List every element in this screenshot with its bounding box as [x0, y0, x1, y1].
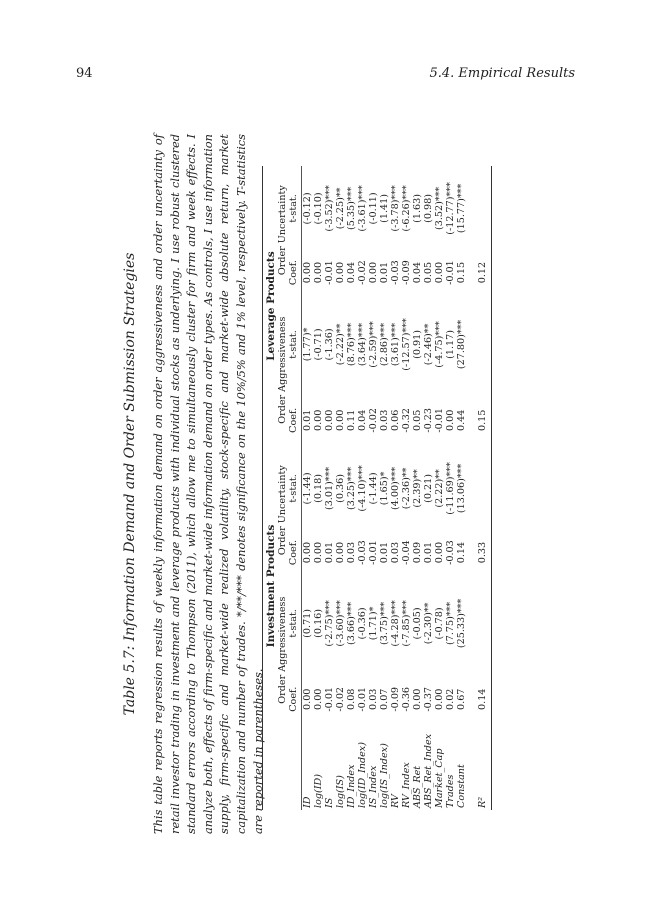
table-row [357, 166, 368, 810]
stat-label: Coef. [288, 686, 299, 712]
table-cell: 0.04 [357, 409, 368, 431]
table-cell: -0.03 [357, 540, 368, 565]
table-cell: (0.98) [423, 193, 434, 223]
table-row [313, 166, 324, 810]
table-cell: 0.05 [423, 261, 434, 284]
table-cell: (-0.71) [313, 328, 324, 361]
table-cell: 0.11 [346, 409, 357, 431]
row-label: IS_Index [368, 765, 379, 808]
table-cell: (-11.69)*** [445, 462, 456, 515]
table-cell: (-2.75)*** [324, 600, 335, 647]
table-cell: 0.00 [335, 541, 346, 564]
table-cell: 0.05 [412, 409, 423, 431]
table-cell: (-2.22)** [335, 323, 346, 366]
table-cell: -0.02 [335, 686, 346, 712]
table-row [368, 166, 379, 810]
table-cell: (-3.52)*** [324, 185, 335, 232]
table-cell: (2.86)*** [379, 322, 390, 367]
subgroup-header: Order Aggressiveness [277, 596, 288, 704]
table-row [456, 166, 467, 810]
table-cell: (-1.44) [302, 472, 313, 505]
table-row [324, 166, 335, 810]
subgroup-header: Order Uncertainty [277, 185, 288, 276]
row-label: ID [302, 796, 313, 808]
page-number: 94 [76, 66, 93, 81]
table-cell [477, 294, 488, 394]
table-cell: (-12.77)*** [445, 182, 456, 235]
table-row [379, 166, 390, 810]
table-cell: -0.01 [324, 686, 335, 712]
table-cell: (0.16) [313, 608, 324, 638]
subgroup-header: Order Aggressiveness [277, 316, 288, 424]
table-cell: (-0.11) [368, 192, 379, 225]
stat-label: Coef. [288, 407, 299, 433]
table-cell: (1.65)* [379, 471, 390, 506]
table-cell: (0.91) [412, 330, 423, 359]
section-title: 5.4. Empirical Results [429, 66, 575, 81]
table-cell [477, 574, 488, 672]
table-cell: (-0.12) [302, 192, 313, 225]
table-cell: (3.61)*** [390, 322, 401, 367]
table-cell: (-2.30)** [423, 602, 434, 645]
row-label: RV_Index [401, 762, 412, 808]
table-cell [477, 446, 488, 531]
stat-label: Coef. [288, 260, 299, 286]
table-cell: 0.15 [477, 409, 488, 431]
table-row [302, 166, 314, 810]
table-cell: (3.64)*** [357, 322, 368, 367]
table-cell: 0.07 [379, 688, 390, 710]
row-label: log(ID_Index) [357, 742, 368, 808]
group-header: Leverage Products [265, 251, 277, 361]
table-cell: 0.09 [412, 541, 423, 564]
table-cell: -0.32 [401, 408, 412, 433]
table-cell: 0.08 [346, 688, 357, 710]
table-cell: 0.00 [412, 688, 423, 710]
table-cell: (0.18) [313, 473, 324, 503]
table-cell: (-7.85)*** [401, 600, 412, 647]
table-cell: 0.03 [368, 688, 379, 710]
row-label: R² [477, 796, 488, 808]
table-cell: (-2.59)*** [368, 321, 379, 368]
stat-label: t-stat. [288, 330, 299, 359]
row-label: Market_Cap [434, 748, 445, 808]
row-label: log(IS) [335, 775, 346, 808]
row-label: RV [390, 794, 401, 808]
table-cell: (25.33)*** [456, 598, 467, 649]
table-cell: 0.01 [423, 541, 434, 564]
table-cell: 0.00 [335, 261, 346, 284]
table-cell: 0.03 [346, 541, 357, 564]
table-cell: 0.14 [477, 688, 488, 710]
table-cell: (-3.60)*** [335, 600, 346, 647]
table-row [445, 166, 456, 810]
table-cell: 0.04 [412, 261, 423, 284]
table-cell: 0.04 [346, 261, 357, 284]
table-cell: (-3.61)*** [357, 185, 368, 232]
table-row [412, 166, 423, 810]
group-header: Investment Products [265, 524, 277, 648]
table-cell: 0.33 [477, 541, 488, 564]
table-cell: 0.01 [379, 261, 390, 284]
subgroup-header: Order Uncertainty [277, 465, 288, 556]
table-cell: 0.01 [379, 541, 390, 564]
table-cell: -0.02 [357, 260, 368, 285]
table-cell: (0.36) [335, 473, 346, 503]
row-label: Constant [456, 764, 467, 808]
table-cell: 0.00 [335, 409, 346, 431]
table-cell: (4.00)*** [390, 466, 401, 511]
table-cell: (-2.25)** [335, 187, 346, 230]
table-cell: (1.71)* [368, 606, 379, 641]
table-row [346, 166, 357, 810]
table-row [335, 166, 346, 810]
table-cell: 0.00 [313, 688, 324, 710]
table-cell: (-2.36)** [401, 467, 412, 510]
r2-row [477, 166, 488, 810]
table-cell: 0.12 [477, 261, 488, 284]
table-cell: 0.00 [313, 409, 324, 431]
stat-label: t-stat. [288, 609, 299, 638]
table-cell: (2.22)** [434, 469, 445, 508]
table-cell: 0.14 [456, 541, 467, 564]
table-cell: 0.06 [390, 409, 401, 431]
table-cell: 0.00 [434, 541, 445, 564]
table-cell: 0.15 [456, 261, 467, 284]
table-cell: (2.39)** [412, 469, 423, 508]
table-cell: (27.80)*** [456, 319, 467, 370]
table-cell: (1.41) [379, 193, 390, 223]
table-cell: (-1.36) [324, 328, 335, 361]
table-cell: (3.75)*** [379, 601, 390, 646]
table-cell: -0.03 [390, 260, 401, 285]
table-cell: 0.00 [434, 261, 445, 284]
table-cell: (-12.57)*** [401, 318, 412, 371]
table-cell: 0.00 [324, 409, 335, 431]
page-header [0, 66, 650, 86]
table-cell: (8.76)*** [346, 322, 357, 367]
table-cell: 0.00 [313, 541, 324, 564]
stat-label: t-stat. [288, 474, 299, 503]
table-description: This table reports regression results of weekly information demand on order aggressiveness and order uncertainty of retail investor trading in investment and leverage products with individual stocks as underlying. I use robust clustered standard errors according to Thompson (2011), which allow me to simultaneously cluster for firm and week effects. I analyze both, effects of firm-specific and market-wide information demand on order types. As controls, I use information supply, firm-specific and market-wide realized volatility, stock-specific and market-wide absolute return, market capitalization and number of trades. */**/*** denotes significance on the 10%/5% and 1% level, respectively. T-statistics are reported in parentheses. [151, 134, 265, 834]
regression-table [262, 166, 492, 810]
table-cell: (-6.26)*** [401, 185, 412, 232]
table-cell: (7.75)*** [445, 601, 456, 646]
table-cell: (1.63) [412, 193, 423, 223]
stat-label: t-stat. [288, 194, 299, 223]
table-cell: (-4.10)*** [357, 465, 368, 512]
table-cell: 0.02 [445, 688, 456, 710]
table-row [390, 166, 401, 810]
table-cell: (-4.75)*** [434, 321, 445, 368]
table-cell: -0.01 [434, 408, 445, 433]
table-cell: 0.00 [368, 261, 379, 284]
stat-label: Coef. [288, 540, 299, 566]
table-cell: (-1.44) [368, 472, 379, 505]
table-cell: -0.37 [423, 686, 434, 712]
table-cell: 0.01 [324, 541, 335, 564]
table-cell: -0.03 [445, 540, 456, 565]
table-cell: 0.67 [456, 688, 467, 710]
table-cell: -0.09 [390, 686, 401, 712]
table-cell: (3.66)*** [346, 601, 357, 646]
table-cell: (1.17) [445, 330, 456, 359]
table-cell: 0.00 [302, 541, 313, 564]
row-label: ABS_Ret [412, 765, 423, 808]
table-cell: 0.03 [379, 409, 390, 431]
table-cell: -0.04 [401, 540, 412, 565]
table-cell: -0.01 [445, 260, 456, 285]
table-cell: -0.01 [324, 260, 335, 285]
table-cell: (3.52)*** [434, 186, 445, 231]
row-label: Trades [445, 774, 456, 808]
table-cell: (1.77)* [302, 327, 313, 362]
table-cell: (-0.78) [434, 607, 445, 640]
table-cell: (15.77)*** [456, 183, 467, 234]
table-cell: -0.01 [357, 686, 368, 712]
table-cell: -0.01 [368, 540, 379, 565]
table-cell: (5.35)*** [346, 186, 357, 231]
table-cell: -0.09 [401, 260, 412, 285]
table-row [423, 166, 434, 810]
table-cell: (13.06)*** [456, 463, 467, 514]
table-body [302, 166, 468, 810]
table-cell: 0.00 [445, 409, 456, 431]
row-label: IS [324, 797, 335, 808]
table-cell: 0.00 [313, 261, 324, 284]
table-cell: 0.03 [390, 541, 401, 564]
table-cell: (-4.28)*** [390, 600, 401, 647]
row-label: log(IS_Index) [379, 743, 390, 808]
table-cell: 0.44 [456, 409, 467, 431]
row-label: ID_Index [346, 764, 357, 808]
table-cell: (-2.46)** [423, 323, 434, 366]
table-cell: -0.36 [401, 686, 412, 712]
table-row [401, 166, 412, 810]
table-caption: Table 5.7: Information Demand and Order Submission Strategies [122, 252, 138, 716]
table-cell: -0.02 [368, 408, 379, 433]
table-cell: 0.00 [302, 261, 313, 284]
table-cell [477, 166, 488, 251]
table-cell: (-0.05) [412, 607, 423, 640]
table-cell: 0.00 [434, 688, 445, 710]
table-cell: -0.23 [423, 408, 434, 433]
table-cell: (-0.10) [313, 192, 324, 225]
table-cell: (0.71) [302, 608, 313, 638]
table-cell: (-0.36) [357, 607, 368, 640]
row-label: ABS_Ret_Index [423, 733, 434, 808]
table-cell: 0.01 [302, 409, 313, 431]
table-cell: (3.25)*** [346, 466, 357, 511]
table-row [434, 166, 445, 810]
table-cell: 0.00 [302, 688, 313, 710]
table-cell: (-3.78)*** [390, 185, 401, 232]
rotated-table-page [122, 134, 542, 834]
row-label: log(ID) [313, 774, 324, 808]
table-cell: (3.01)*** [324, 466, 335, 511]
table-cell: (0.21) [423, 473, 434, 503]
